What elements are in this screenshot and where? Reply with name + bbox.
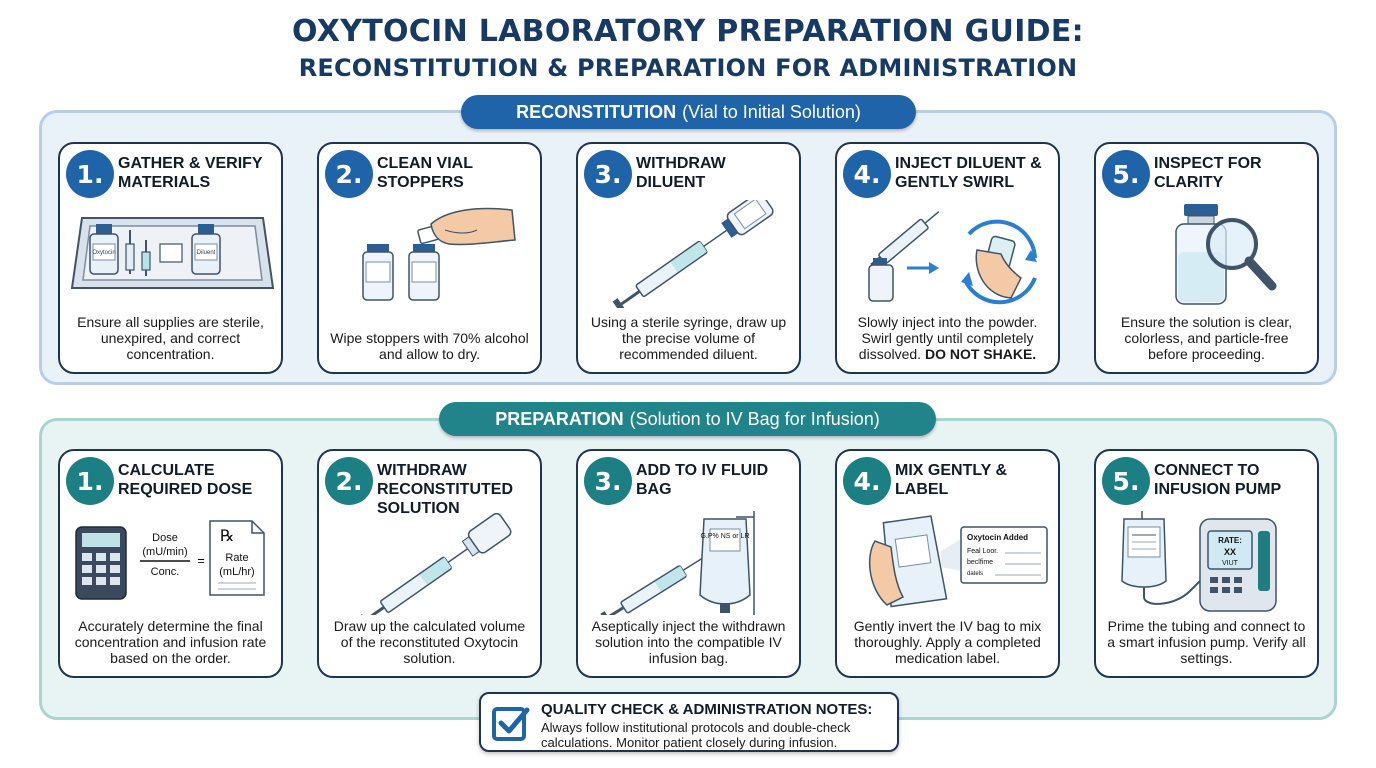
syringe-vial-icon [586, 200, 795, 308]
step-description: Gently invert the IV bag to mix thoroughly. Apply a completed medication label. [853, 618, 1042, 666]
step-description: Draw up the calculated volume of the reconstituted Oxytocin solution. [333, 618, 526, 666]
swirl-vial-icon [845, 200, 1054, 308]
reconstitution-heading-label: RECONSTITUTION [516, 101, 677, 122]
step-number: 5. [1102, 457, 1150, 505]
step-number: 1. [66, 457, 114, 505]
vial-label-diluent: Diluent [196, 250, 216, 256]
reconstitution-step-5 [1094, 142, 1319, 374]
step-description-warning: DO NOT SHAKE. [924, 346, 1037, 362]
infusion-pump-icon [1104, 511, 1313, 615]
step-title: INSPECT FOR CLARITY [1154, 155, 1262, 191]
formula-conc: Conc. [150, 566, 180, 578]
step-title: INJECT DILUENT & GENTLY SWIRL [895, 155, 1042, 191]
pump-display-unit: VIUT [1222, 560, 1238, 567]
step-description: Accurately determine the final concentration and infusion rate based on the order. [74, 618, 267, 666]
step-number: 3. [584, 150, 632, 198]
checkbox-check-icon [491, 704, 531, 744]
syringe-vial-icon [327, 511, 536, 615]
step-title: WITHDRAW RECONSTITUTED SOLUTION [377, 462, 513, 517]
reconstitution-heading-detail: (Vial to Initial Solution) [682, 101, 861, 122]
med-label-line-2: beclfime [967, 559, 994, 566]
step-title: WITHDRAW DILUENT [636, 155, 726, 191]
iv-bag-label: G.P% NS or LR [700, 533, 750, 540]
note-body: Always follow institutional protocols and double-check calculations. Monitor patient closely during infusion. [541, 720, 851, 750]
pump-display-value: XX [1223, 547, 1237, 557]
formula-rx: ℞ [220, 526, 235, 545]
vial-swab-icon [327, 200, 536, 308]
med-label-line-3: datels [967, 571, 984, 577]
step-title: CONNECT TO INFUSION PUMP [1154, 462, 1282, 498]
preparation-step-1 [58, 449, 283, 678]
preparation-heading-label: PREPARATION [495, 408, 624, 429]
iv-bag-icon [586, 511, 795, 615]
reconstitution-step-4 [835, 142, 1060, 374]
step-description: Ensure the solution is clear, colorless, and particle-free before proceeding. [1120, 314, 1293, 362]
preparation-step-4 [835, 449, 1060, 678]
step-number: 2. [325, 457, 373, 505]
calculator-icon [68, 511, 277, 615]
step-description [845, 314, 1050, 362]
step-number: 3. [584, 457, 632, 505]
formula-dose-unit: (mU/min) [142, 546, 188, 558]
bag-label-icon [845, 511, 1054, 615]
formula-dose: Dose [152, 532, 178, 544]
step-title: CALCULATE REQUIRED DOSE [118, 462, 253, 498]
formula-rate-unit: (mL/hr) [219, 566, 255, 578]
step-number: 4. [843, 150, 891, 198]
note-title: QUALITY CHECK & ADMINISTRATION NOTES: [541, 701, 873, 718]
quality-check-note [479, 692, 899, 752]
formula-rate: Rate [225, 552, 249, 564]
med-label-line-1: Feal Loor. [967, 548, 999, 555]
step-description: Wipe stoppers with 70% alcohol and allow to dry. [330, 330, 529, 362]
preparation-heading [439, 402, 936, 436]
preparation-heading-detail: (Solution to IV Bag for Infusion) [629, 408, 880, 429]
page-subtitle: RECONSTITUTION & PREPARATION FOR ADMINISTRATION [298, 54, 1078, 82]
step-title: MIX GENTLY & LABEL [895, 462, 1008, 498]
step-number: 4. [843, 457, 891, 505]
preparation-step-2 [317, 449, 542, 678]
reconstitution-step-3 [576, 142, 801, 374]
step-description-text: Slowly inject into the powder. Swirl gently until completely dissolved. [857, 314, 1038, 362]
step-description: Prime the tubing and connect to a smart infusion pump. Verify all settings. [1107, 618, 1306, 666]
step-description: Using a sterile syringe, draw up the precise volume of recommended diluent. [590, 314, 787, 362]
step-number: 5. [1102, 150, 1150, 198]
pump-display-rate: RATE: [1218, 536, 1242, 545]
page-title: OXYTOCIN LABORATORY PREPARATION GUIDE: [292, 14, 1084, 49]
step-title: ADD TO IV FLUID BAG [636, 462, 769, 498]
step-title: CLEAN VIAL STOPPERS [377, 155, 473, 191]
supply-tray-icon [68, 200, 277, 308]
step-description: Ensure all supplies are sterile, unexpired, and correct concentration. [77, 314, 264, 362]
med-label-title: Oxytocin Added [967, 533, 1029, 542]
step-description: Aseptically inject the withdrawn solution into the compatible IV infusion bag. [591, 618, 786, 666]
step-number: 1. [66, 150, 114, 198]
reconstitution-step-2 [317, 142, 542, 374]
step-title: GATHER & VERIFY MATERIALS [118, 155, 263, 191]
vial-label-oxytocin: Oxytocin [92, 250, 116, 256]
preparation-step-3 [576, 449, 801, 678]
magnifier-vial-icon [1104, 200, 1313, 308]
step-number: 2. [325, 150, 373, 198]
reconstitution-heading [461, 95, 916, 129]
preparation-step-5 [1094, 449, 1319, 678]
formula-equals: = [197, 553, 205, 568]
reconstitution-step-1 [58, 142, 283, 374]
